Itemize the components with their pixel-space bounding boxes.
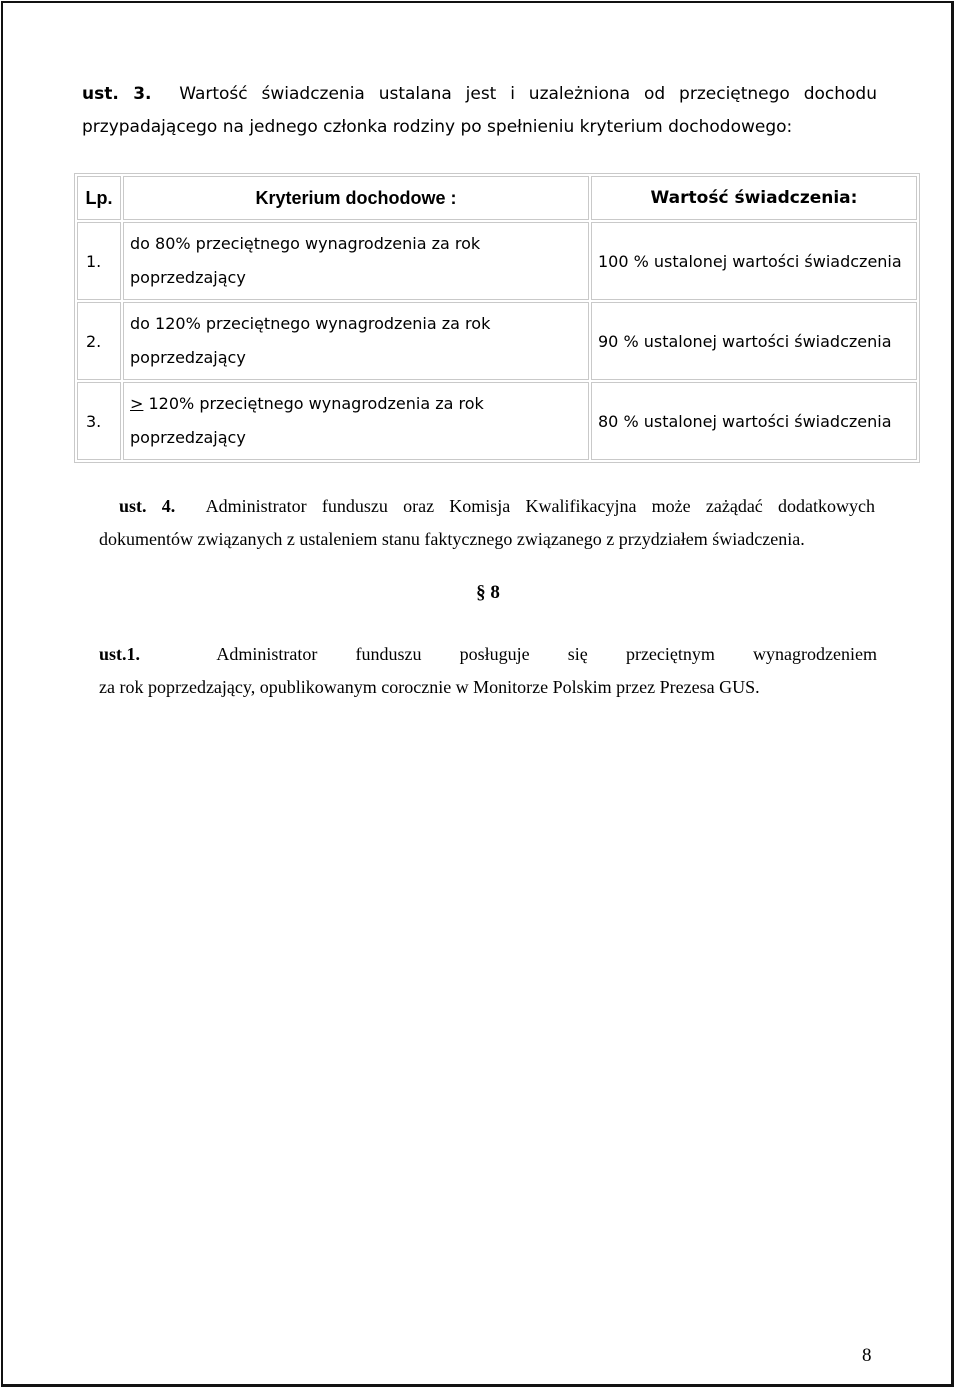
paragraph-ust-4-line-1 <box>99 490 875 523</box>
row-criterion <box>123 302 589 380</box>
header-criterion: Kryterium dochodowe : <box>123 176 589 220</box>
paragraph-ust-1-line-1 <box>99 638 877 671</box>
row-value: 80 % ustalonej wartości świadczenia <box>591 382 917 460</box>
row-lp: 1. <box>77 222 121 300</box>
ust-1-text-line-2: za rok poprzedzający, opublikowanym corocznie w Monitorze Polskim przez Prezesa GUS. <box>99 677 760 697</box>
row-lp: 2. <box>77 302 121 380</box>
header-lp: Lp. <box>77 176 121 220</box>
paragraph-ust-3 <box>82 78 877 144</box>
ust-4-text-line-2: dokumentów związanych z ustaleniem stanu faktycznego związanego z przydziałem świadczenia. <box>99 529 805 549</box>
row-criterion <box>123 382 589 460</box>
ust-3-text-line-2: przypadającego na jednego członka rodziny po spełnieniu kryterium dochodowego: <box>82 117 793 137</box>
table-row <box>77 302 917 380</box>
row-value: 100 % ustalonej wartości świadczenia <box>591 222 917 300</box>
row-criterion-line-1: do 80% przeciętnego wynagrodzenia za rok <box>130 234 481 253</box>
header-value: Wartość świadczenia: <box>591 176 917 220</box>
ust-1-text-line-1: Administrator funduszu posługuje się przeciętnym wynagrodzeniem <box>216 644 878 664</box>
section-heading: § 8 <box>476 582 500 603</box>
row-criterion <box>123 222 589 300</box>
greater-or-equal-symbol: > <box>130 394 144 413</box>
ust-3-label: ust. 3. <box>82 84 152 104</box>
income-criteria-table <box>74 173 920 463</box>
ust-1-label: ust.1. <box>99 644 141 664</box>
page-number: 8 <box>862 1345 872 1366</box>
ust-3-text-line-1: Wartość świadczenia ustalana jest i uzależniona od przeciętnego dochodu <box>179 84 877 104</box>
row-criterion-line-2: poprzedzający <box>130 348 246 367</box>
paragraph-ust-1 <box>99 638 877 704</box>
row-criterion-line-1: do 120% przeciętnego wynagrodzenia za rok <box>130 314 491 333</box>
row-value: 90 % ustalonej wartości świadczenia <box>591 302 917 380</box>
row-lp: 3. <box>77 382 121 460</box>
ust-4-text-line-1: Administrator funduszu oraz Komisja Kwalifikacyjna może zażądać dodatkowych <box>205 496 875 516</box>
table-row <box>77 222 917 300</box>
table-header-row <box>77 176 917 220</box>
row-criterion-line-1-text: 120% przeciętnego wynagrodzenia za rok <box>143 394 484 413</box>
paragraph-ust-4 <box>99 490 875 556</box>
table-row <box>77 382 917 460</box>
ust-4-label: ust. 4. <box>119 496 176 516</box>
paragraph-ust-3-line-1 <box>82 78 877 111</box>
row-criterion-line-2: poprzedzający <box>130 428 246 447</box>
row-criterion-line-2: poprzedzający <box>130 268 246 287</box>
row-criterion-line-1 <box>130 387 582 421</box>
